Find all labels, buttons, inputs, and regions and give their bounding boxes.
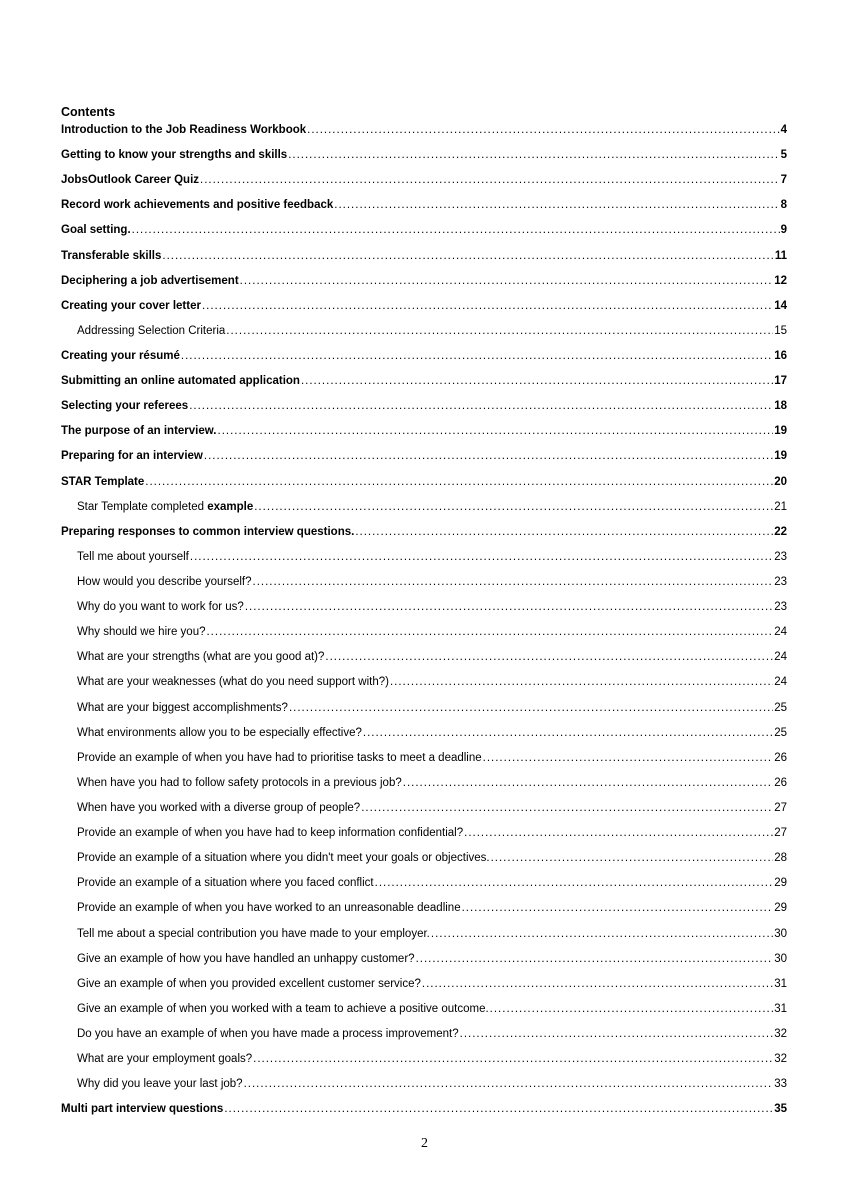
toc-entry-title: [61, 1101, 223, 1117]
toc-dot-leader: [301, 373, 773, 389]
toc-entry-title-text: Provide an example of when you have had to prioritise tasks to meet a deadline: [77, 751, 482, 764]
toc-page-number: 16: [774, 349, 787, 362]
toc-entry-title: [77, 750, 482, 766]
toc-entry-title-text: Goal setting.: [61, 224, 131, 237]
toc-dot-leader: [240, 273, 774, 289]
toc-entry[interactable]: [61, 222, 787, 247]
toc-dot-leader: [289, 700, 773, 716]
toc-entry-title-text: Why do you want to work for us?: [77, 601, 244, 614]
toc-entry-title: [77, 549, 189, 565]
toc-dot-leader: [288, 147, 779, 163]
toc-entry-title: [77, 775, 402, 791]
toc-page-number: 32: [774, 1053, 787, 1066]
toc-dot-leader: [422, 976, 773, 992]
toc-entry-title: [61, 172, 199, 188]
toc-entry-title-text: What are your weaknesses (what do you need support with?): [77, 676, 389, 689]
toc-page-number: 28: [774, 852, 787, 865]
toc-dot-leader: [224, 1101, 773, 1117]
toc-page-number: 22: [774, 525, 787, 538]
toc-page-number: 8: [780, 199, 787, 212]
toc-entry-title-text: Provide an example of a situation where you didn't meet your goals or objectives.: [77, 852, 490, 865]
toc-dot-leader: [244, 1076, 774, 1092]
toc-entry-title: [77, 599, 244, 615]
toc-entry-title: [77, 900, 461, 916]
toc-entry-title-text: Provide an example of a situation where you faced conflict: [77, 877, 374, 890]
toc-dot-leader: [254, 499, 773, 515]
toc-entry[interactable]: [61, 197, 787, 222]
toc-entry-title: [77, 825, 463, 841]
toc-subentry[interactable]: [61, 599, 787, 624]
toc-subentry[interactable]: [61, 926, 787, 951]
toc-entry-title: [61, 222, 131, 238]
toc-entry-title-text: Transferable skills: [61, 249, 162, 262]
toc-dot-leader: [355, 524, 773, 540]
toc-page-number: 31: [774, 1002, 787, 1015]
toc-entry-title: [77, 1051, 252, 1067]
toc-page-number: 19: [774, 425, 787, 438]
toc-entry-title-text: Provide an example of when you have had to keep information confidential?: [77, 827, 464, 840]
toc-entry-title-text: Give an example of when you worked with a team to achieve a positive outcome.: [77, 1002, 489, 1015]
toc-dot-leader: [218, 423, 774, 439]
toc-entry-title-text: Creating your cover letter: [61, 299, 201, 312]
toc-dot-leader: [363, 725, 773, 741]
toc-dot-leader: [462, 900, 774, 916]
toc-page-number: 7: [780, 174, 787, 187]
toc-dot-leader: [200, 172, 780, 188]
toc-dot-leader: [226, 323, 773, 339]
toc-entry[interactable]: [61, 1101, 787, 1126]
toc-subentry[interactable]: [61, 1026, 787, 1051]
toc-entry-title: [77, 674, 389, 690]
toc-entry-title-text: Creating your résumé: [61, 349, 180, 362]
toc-page-number: 23: [774, 575, 787, 588]
toc-entry-title: [77, 649, 324, 665]
toc-entry-title-text: Why did you leave your last job?: [77, 1078, 243, 1091]
toc-page-number: 25: [774, 701, 787, 714]
toc-dot-leader: [162, 248, 773, 264]
toc-subentry[interactable]: [61, 1076, 787, 1101]
toc-subentry[interactable]: [61, 900, 787, 925]
toc-entry[interactable]: [61, 122, 787, 147]
toc-dot-leader: [431, 926, 773, 942]
toc-page-number: 31: [774, 977, 787, 990]
toc-page-number: 33: [774, 1078, 787, 1091]
toc-entry-title-text: Multi part interview questions: [61, 1103, 224, 1116]
toc-page-number: 17: [774, 375, 787, 388]
toc-dot-leader: [253, 574, 774, 590]
toc-subentry[interactable]: [61, 850, 787, 875]
toc-entry[interactable]: [61, 348, 787, 373]
toc-page-number: 4: [780, 124, 787, 136]
toc-dot-leader: [190, 549, 773, 565]
toc-page-number: 9: [780, 224, 787, 237]
toc-page-number: 26: [774, 776, 787, 789]
toc-dot-leader: [204, 448, 773, 464]
toc-subentry[interactable]: [61, 976, 787, 1001]
toc-entry-title-text: Star Template completed: [77, 500, 208, 513]
toc-entry-title: [61, 122, 306, 138]
toc-dot-leader: [416, 951, 774, 967]
toc-page-number: 29: [774, 877, 787, 890]
toc-entry-title-text: Do you have an example of when you have made a process improvement?: [77, 1027, 459, 1040]
toc-entry-title: [61, 448, 203, 464]
toc-entry-title-text: STAR Template: [61, 475, 145, 488]
toc-entry-title: [61, 298, 201, 314]
toc-subentry[interactable]: [61, 323, 787, 348]
toc-entry-title-text: How would you describe yourself?: [77, 575, 252, 588]
toc-entry-title-text: Addressing Selection Criteria: [77, 324, 226, 337]
toc-entry-title-text: Tell me about yourself: [77, 550, 189, 563]
toc-page-number: 20: [774, 475, 787, 488]
toc-entry-title-text: What are your strengths (what are you good at)?: [77, 651, 325, 664]
toc-entry-title: [77, 1001, 489, 1017]
toc-entry-title-text: Getting to know your strengths and skills: [61, 149, 288, 162]
toc-dot-leader: [307, 122, 779, 138]
toc-entry-title-text: Introduction to the Job Readiness Workbook: [61, 124, 307, 136]
toc-page-number: 23: [774, 601, 787, 614]
toc-entry-title: [77, 951, 415, 967]
toc-entry-title-text: Submitting an online automated application: [61, 375, 300, 388]
toc-dot-leader: [189, 398, 773, 414]
toc-subentry[interactable]: [61, 750, 787, 775]
toc-entry-title: [77, 800, 360, 816]
toc-page-number: 21: [774, 500, 787, 513]
toc-dot-leader: [202, 298, 773, 314]
toc-subentry[interactable]: [61, 574, 787, 599]
toc-page-number: 18: [774, 400, 787, 413]
toc-entry[interactable]: [61, 172, 787, 197]
toc-page-number: 15: [774, 324, 787, 337]
toc-subentry[interactable]: [61, 700, 787, 725]
toc-entry-title-text: When have you had to follow safety protocols in a previous job?: [77, 776, 402, 789]
toc-page-number: 12: [774, 274, 787, 287]
toc-dot-leader: [361, 800, 773, 816]
toc-subentry[interactable]: [61, 624, 787, 649]
toc-entry-title-text: Give an example of how you have handled an unhappy customer?: [77, 952, 415, 965]
toc-entry-title: [61, 197, 333, 213]
toc-entry-title-text: Provide an example of when you have worked to an unreasonable deadline: [77, 902, 461, 915]
toc-subentry[interactable]: [61, 674, 787, 699]
toc-entry-title-text: Give an example of when you provided excellent customer service?: [77, 977, 421, 990]
toc-entry-title: [61, 373, 300, 389]
toc-page-number: 27: [774, 827, 787, 840]
toc-entry-title: [61, 147, 287, 163]
toc-subentry[interactable]: [61, 875, 787, 900]
toc-entry-title: [61, 398, 188, 414]
toc-entry-title: [77, 499, 253, 515]
toc-dot-leader: [245, 599, 773, 615]
toc-entry[interactable]: [61, 298, 787, 323]
toc-subentry[interactable]: [61, 775, 787, 800]
toc-page-number: 32: [774, 1027, 787, 1040]
toc-entry-title: [61, 474, 144, 490]
table-of-contents: [61, 122, 787, 1126]
toc-entry-title-text: What environments allow you to be especially effective?: [77, 726, 362, 739]
page-number: 2: [421, 1136, 428, 1151]
toc-entry-title: [61, 248, 161, 264]
toc-dot-leader: [491, 850, 774, 866]
toc-entry-title: [77, 1076, 243, 1092]
toc-entry-title-emphasis: example: [207, 500, 254, 513]
toc-entry-title: [61, 524, 354, 540]
toc-dot-leader: [325, 649, 773, 665]
contents-heading: Contents: [61, 105, 116, 119]
toc-dot-leader: [460, 1026, 774, 1042]
toc-entry-title-text: The purpose of an interview.: [61, 425, 217, 438]
toc-entry[interactable]: [61, 398, 787, 423]
toc-entry[interactable]: [61, 423, 787, 448]
toc-entry[interactable]: [61, 373, 787, 398]
toc-subentry[interactable]: [61, 649, 787, 674]
toc-dot-leader: [206, 624, 773, 640]
toc-entry-title: [77, 926, 430, 942]
toc-subentry[interactable]: [61, 825, 787, 850]
toc-page-number: 19: [774, 450, 787, 463]
toc-entry-title-text: What are your employment goals?: [77, 1053, 253, 1066]
toc-dot-leader: [464, 825, 773, 841]
toc-dot-leader: [132, 222, 780, 238]
toc-dot-leader: [490, 1001, 774, 1017]
toc-page-number: 24: [774, 676, 787, 689]
toc-subentry[interactable]: [61, 549, 787, 574]
toc-entry[interactable]: [61, 524, 787, 549]
toc-entry[interactable]: [61, 273, 787, 298]
toc-page-number: 30: [774, 927, 787, 940]
toc-page-number: 23: [774, 550, 787, 563]
toc-page-number: 30: [774, 952, 787, 965]
toc-entry-title-text: Deciphering a job advertisement: [61, 274, 239, 287]
toc-dot-leader: [334, 197, 779, 213]
toc-page-number: 5: [780, 149, 787, 162]
toc-entry-title-text: Tell me about a special contribution you have made to your employer.: [77, 927, 430, 940]
toc-entry-title-text: When have you worked with a diverse group of people?: [77, 801, 361, 814]
toc-subentry[interactable]: [61, 1051, 787, 1076]
toc-entry-title-text: Preparing responses to common interview questions.: [61, 525, 355, 538]
toc-entry-title: [61, 423, 217, 439]
toc-entry-title: [61, 348, 180, 364]
toc-entry-title-text: Record work achievements and positive feedback: [61, 199, 334, 212]
toc-page-number: 25: [774, 726, 787, 739]
toc-entry-title: [77, 574, 252, 590]
toc-page-number: 11: [774, 249, 787, 262]
toc-page-number: 24: [774, 626, 787, 639]
toc-page-number: 26: [774, 751, 787, 764]
toc-page-number: 14: [774, 299, 787, 312]
toc-dot-leader: [375, 875, 774, 891]
toc-subentry[interactable]: [61, 951, 787, 976]
toc-page-number: 29: [774, 902, 787, 915]
toc-dot-leader: [403, 775, 773, 791]
toc-entry-title-text: Selecting your referees: [61, 400, 189, 413]
toc-subentry[interactable]: [61, 725, 787, 750]
toc-entry-title: [77, 700, 288, 716]
toc-page-number: 24: [774, 651, 787, 664]
toc-dot-leader: [145, 474, 773, 490]
toc-entry[interactable]: [61, 147, 787, 172]
toc-dot-leader: [253, 1051, 773, 1067]
toc-entry-title: [77, 875, 374, 891]
toc-page-number: 35: [774, 1103, 787, 1116]
toc-subentry[interactable]: [61, 800, 787, 825]
toc-entry-title-text: Preparing for an interview: [61, 450, 203, 463]
toc-dot-leader: [483, 750, 774, 766]
toc-entry-title: [77, 725, 362, 741]
toc-subentry[interactable]: [61, 1001, 787, 1026]
toc-entry-title: [61, 273, 239, 289]
toc-dot-leader: [390, 674, 773, 690]
toc-entry[interactable]: [61, 448, 787, 473]
toc-entry-title-text: What are your biggest accomplishments?: [77, 701, 288, 714]
toc-subentry[interactable]: [61, 499, 787, 524]
toc-entry-title-text: JobsOutlook Career Quiz: [61, 174, 200, 187]
toc-entry-title: [77, 624, 205, 640]
toc-entry-title: [77, 850, 490, 866]
toc-dot-leader: [181, 348, 773, 364]
toc-entry[interactable]: [61, 474, 787, 499]
toc-entry-title: [77, 1026, 459, 1042]
toc-entry-title-text: Why should we hire you?: [77, 626, 206, 639]
toc-entry[interactable]: [61, 248, 787, 273]
toc-entry-title: [77, 323, 225, 339]
toc-entry-title: [77, 976, 421, 992]
toc-page-number: 27: [774, 801, 787, 814]
